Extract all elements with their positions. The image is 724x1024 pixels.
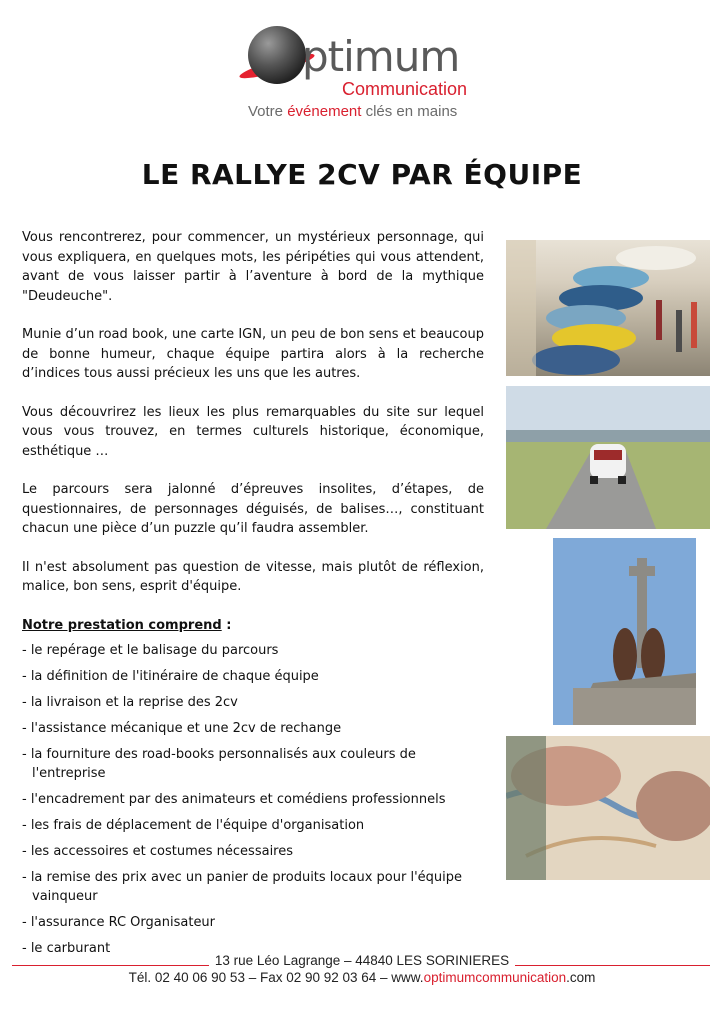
section-title: Notre prestation comprend bbox=[22, 617, 222, 633]
map-hands-photo bbox=[506, 736, 710, 880]
logo-ball bbox=[248, 26, 306, 84]
map-hands-illustration bbox=[506, 736, 710, 880]
cross-monks-illustration bbox=[553, 538, 696, 725]
list-item: - la fourniture des road-books personnalisés aux couleurs de l'entreprise bbox=[22, 746, 416, 782]
list-item: - la remise des prix avec un panier de produits locaux pour l'équipe vainqueur bbox=[22, 869, 463, 905]
list-item: - le repérage et le balisage du parcours bbox=[22, 643, 279, 658]
list-item: - le carburant bbox=[22, 940, 111, 956]
list-item: - l'assistance mécanique et une 2cv de rechange bbox=[22, 720, 342, 736]
footer-web-suffix: .com bbox=[566, 970, 596, 985]
list-item: - la livraison et la reprise des 2cv bbox=[22, 694, 238, 710]
logo-subtitle: Communication bbox=[342, 79, 468, 99]
footer-phone: Tél. 02 40 06 90 53 – Fax 02 90 92 03 64 – www. bbox=[128, 970, 424, 985]
logo-wordmark: ptimum bbox=[302, 32, 460, 81]
footer-contact bbox=[0, 969, 724, 986]
tagline-pre: Votre bbox=[248, 103, 288, 120]
page-footer bbox=[0, 952, 724, 986]
list-item: - l'encadrement par des animateurs et comédiens professionnels bbox=[22, 791, 446, 807]
footer-address: 13 rue Léo Lagrange – 44840 LES SORINIERES bbox=[209, 952, 515, 969]
cross-monks-photo bbox=[553, 538, 696, 725]
services-list bbox=[22, 641, 484, 958]
section-heading bbox=[22, 616, 484, 636]
logo-tagline bbox=[248, 104, 457, 119]
rallye-cars-illustration bbox=[506, 240, 710, 376]
page-title: LE RALLYE 2CV PAR ÉQUIPE bbox=[141, 158, 583, 191]
list-item: - l'assurance RC Organisateur bbox=[22, 915, 216, 931]
rallye-cars-photo bbox=[506, 240, 710, 376]
company-logo bbox=[238, 22, 478, 122]
section-colon: : bbox=[221, 617, 232, 633]
main-content bbox=[22, 228, 484, 965]
road-2cv-illustration bbox=[506, 386, 710, 529]
tagline-highlight: événement bbox=[287, 103, 362, 120]
speed-paragraph: Il n'est absolument pas question de vitesse, mais plutôt de réflexion, malice, bon sens, esprit d'équipe. bbox=[22, 559, 484, 594]
list-item: - les accessoires et costumes nécessaires bbox=[22, 843, 294, 859]
footer-website-link[interactable]: optimumcommunication bbox=[423, 970, 567, 985]
roadbook-paragraph: Munie d’un road book, une carte IGN, un peu de bon sens et beaucoup de bonne humeur, chaque équipe partira alors à la recherche d’indices tous aussi précieux les uns que les autres. bbox=[22, 327, 484, 381]
discovery-paragraph: Vous découvrirez les lieux les plus remarquables du site sur lequel vous vous trouvez, en termes culturels historique, économique, esthétique … bbox=[22, 404, 484, 459]
intro-paragraph: Vous rencontrerez, pour commencer, un mystérieux personnage, qui vous expliquera, en quelques mots, les péripéties qui vous attendent, avant de vous laisser partir à l’aventure à bord de la mythique "Deudeuche". bbox=[22, 230, 484, 304]
tagline-post: clés en mains bbox=[361, 103, 458, 120]
list-item: - la définition de l'itinéraire de chaque équipe bbox=[22, 668, 319, 684]
list-item: - les frais de déplacement de l'équipe d'organisation bbox=[22, 817, 365, 833]
road-2cv-photo bbox=[506, 386, 710, 529]
course-paragraph: Le parcours sera jalonné d’épreuves insolites, d’étapes, de questionnaires, de personnages déguisés, de balises…, constituant chacun une pièce d’un puzzle qu’il faudra assembler. bbox=[22, 482, 484, 536]
